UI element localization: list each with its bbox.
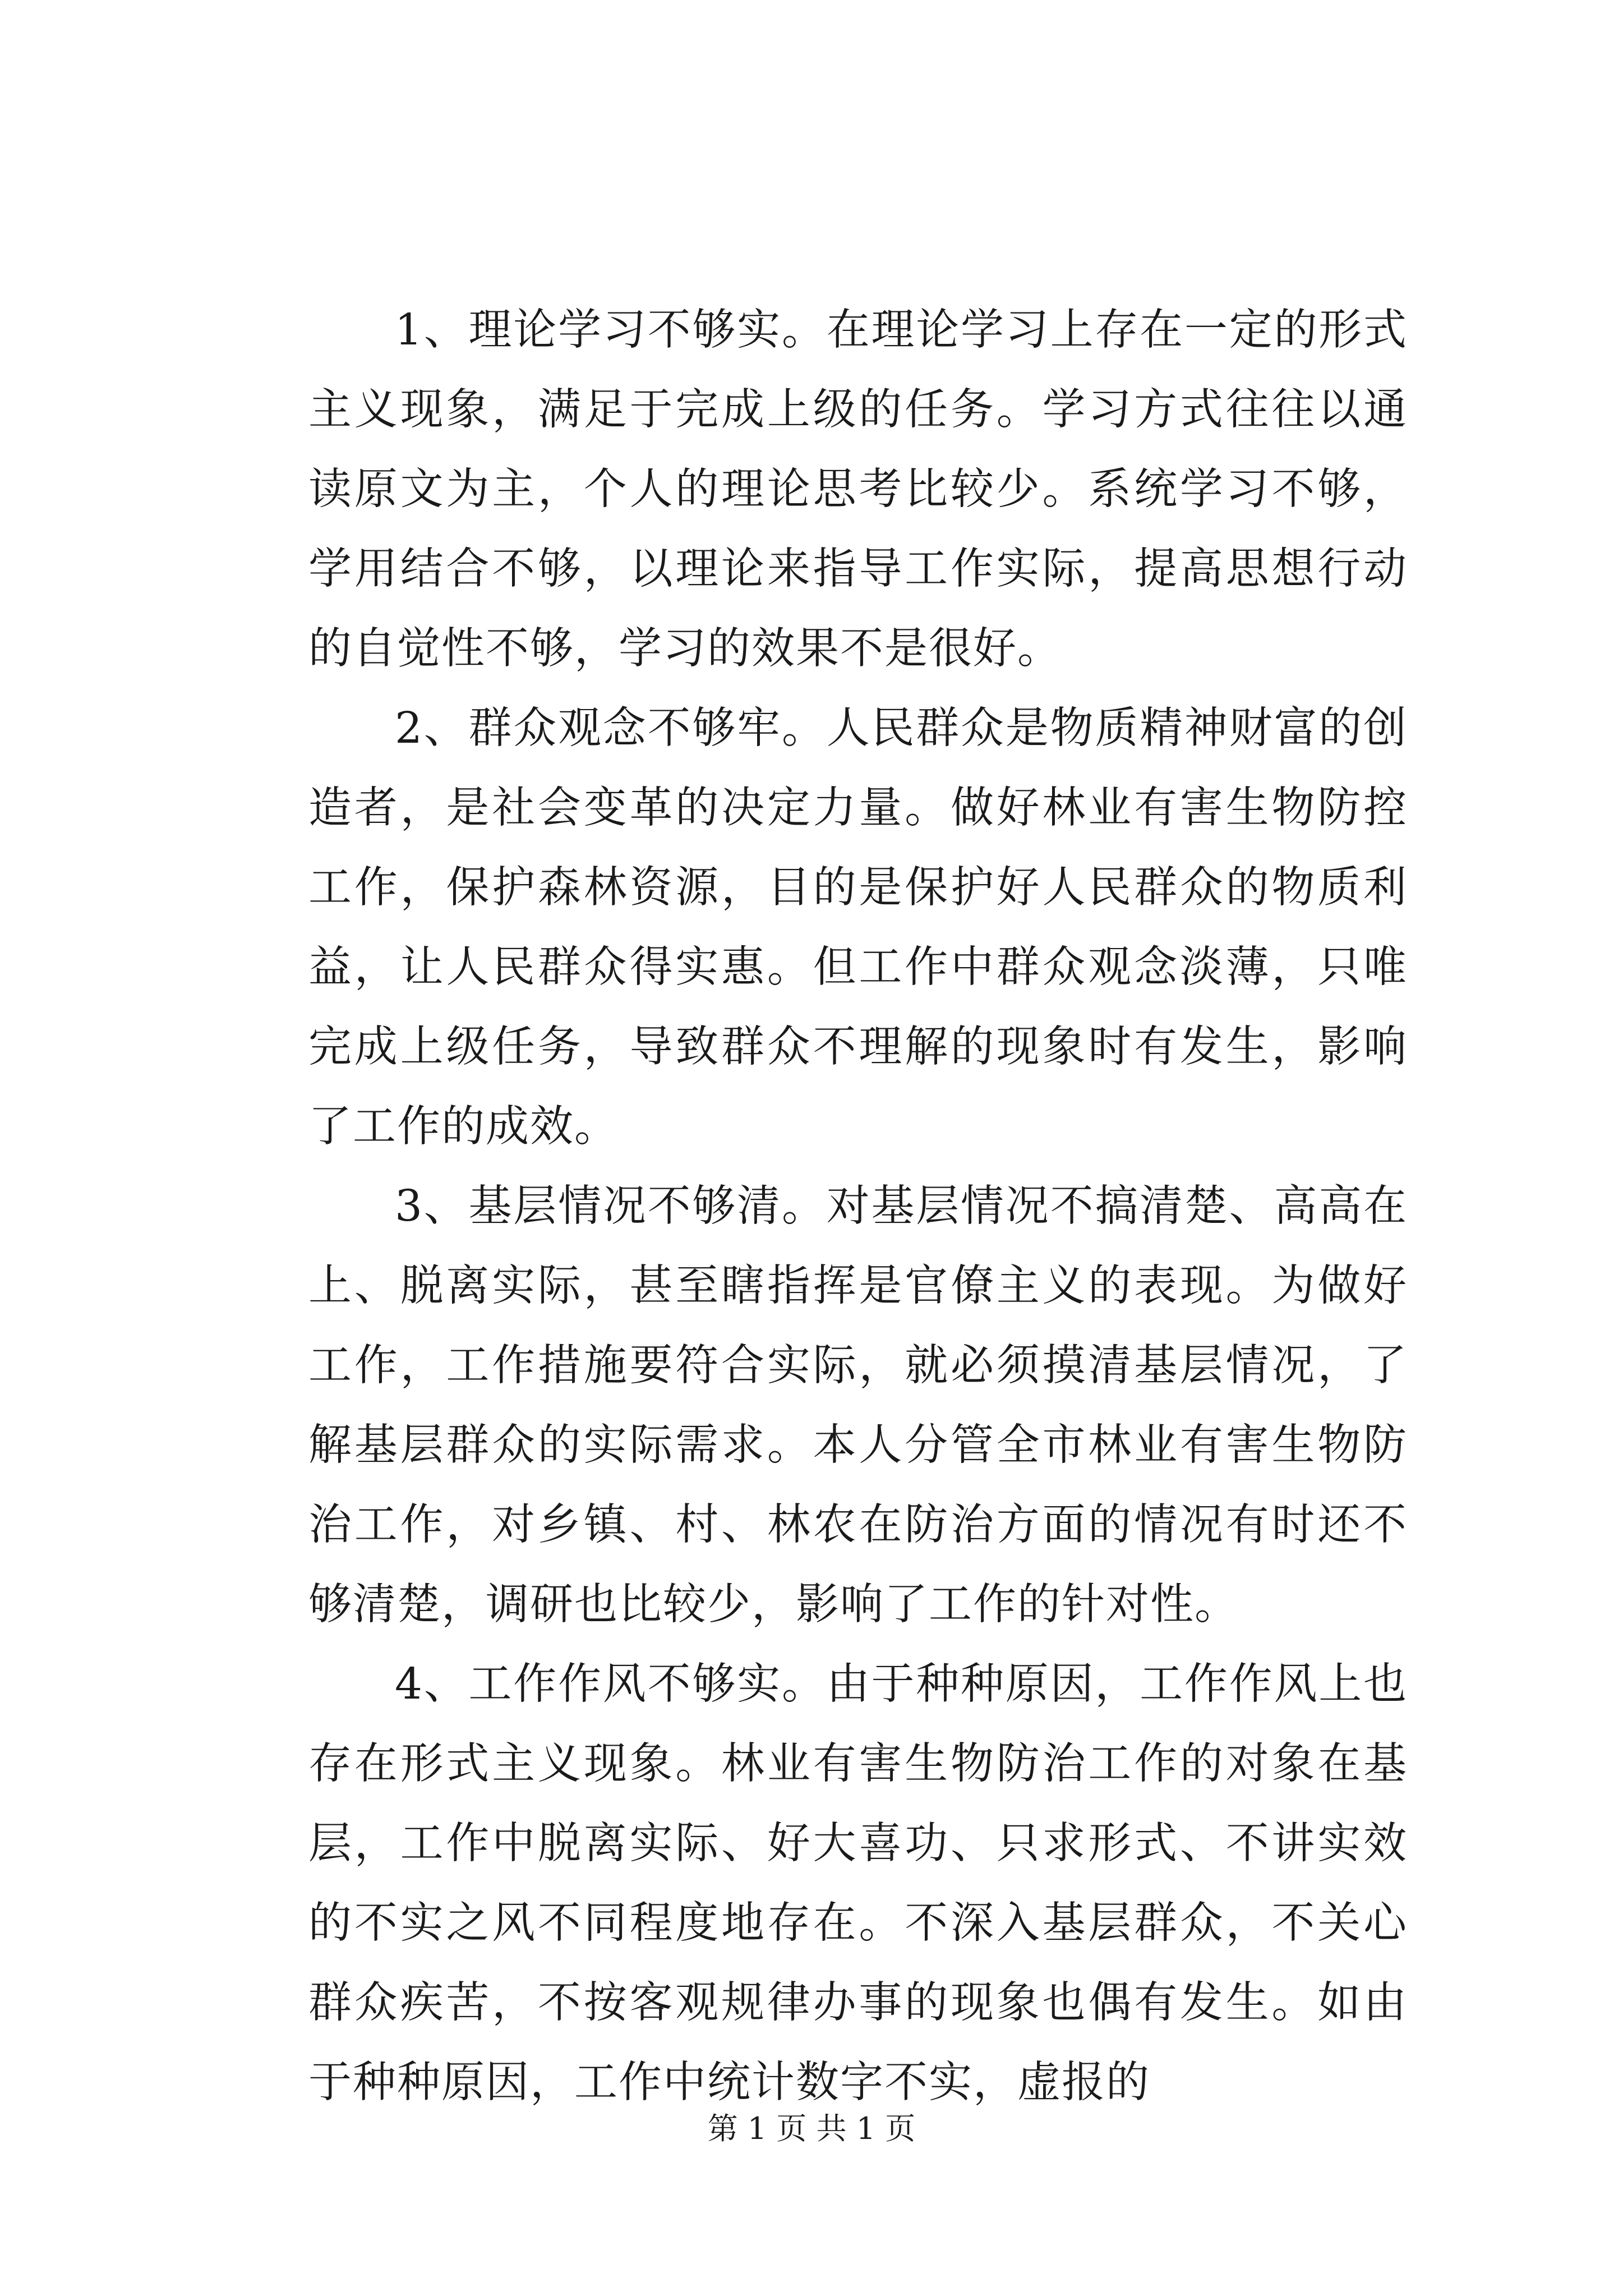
page-footer: 第 1 页 共 1 页 bbox=[707, 2111, 916, 2146]
document-body bbox=[308, 291, 1408, 2123]
paragraph-2: 2、群众观念不够牢。人民群众是物质精神财富的创造者，是社会变革的决定力量。做好林业有害生物防控工作，保护森林资源，目的是保护好人民群众的物质利益，让人民群众得实惠。但工作中群众观念淡薄，只唯完成上级任务，导致群众不理解的现象时有发生，影响了工作的成效。 bbox=[308, 703, 1408, 1152]
paragraph-4: 4、工作作风不够实。由于种种原因，工作作风上也存在形式主义现象。林业有害生物防治工作的对象在基层，工作中脱离实际、好大喜功、只求形式、不讲实效的不实之风不同程度地存在。不深入基层群众，不关心群众疾苦，不按客观规律办事的现象也偶有发生。如由于种种原因，工作中统计数字不实，虚报的 bbox=[308, 1659, 1408, 2108]
paragraph-1: 1、理论学习不够实。在理论学习上存在一定的形式主义现象，满足于完成上级的任务。学习方式往往以通读原文为主，个人的理论思考比较少。系统学习不够，学用结合不够，以理论来指导工作实际，提高思想行动的自觉性不够，学习的效果不是很好。 bbox=[308, 305, 1408, 674]
paragraph-3: 3、基层情况不够清。对基层情况不搞清楚、高高在上、脱离实际，甚至瞎指挥是官僚主义的表现。为做好工作，工作措施要符合实际，就必须摸清基层情况，了解基层群众的实际需求。本人分管全市林业有害生物防治工作，对乡镇、村、林农在防治方面的情况有时还不够清楚，调研也比较少，影响了工作的针对性。 bbox=[308, 1181, 1408, 1630]
